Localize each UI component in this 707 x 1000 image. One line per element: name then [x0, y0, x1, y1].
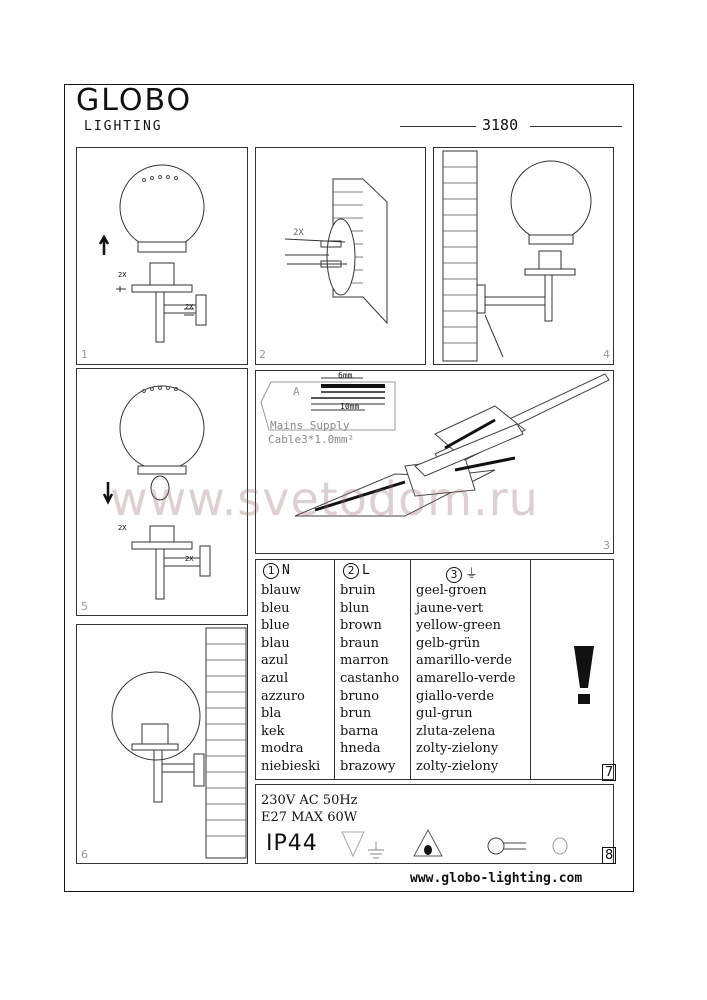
panel-number-8: 8 — [602, 847, 616, 864]
list-item: giallo-verde — [416, 688, 495, 704]
list-item: zolty-zielony — [416, 758, 499, 774]
qty-label-5b: 2X — [185, 555, 194, 563]
wire-column-live — [340, 582, 399, 776]
list-item: jaune-vert — [416, 600, 484, 616]
list-item: blauw — [261, 583, 301, 598]
voltage-spec: 230V AC 50Hz — [261, 793, 358, 808]
list-item: hneda — [340, 741, 381, 757]
list-item: gul-grun — [416, 706, 473, 722]
qty-label-1a: 2X — [118, 271, 127, 279]
wire-header-3: 3 ⏚ — [446, 563, 478, 583]
bulb-spec: E27 MAX 60W — [261, 810, 358, 825]
wiring-illustration — [255, 370, 614, 554]
wire-column-earth — [416, 582, 516, 776]
list-item: brun — [340, 706, 372, 722]
panel-number-7: 7 — [602, 764, 616, 781]
list-item: bruin — [340, 583, 376, 598]
list-item: modra — [261, 741, 304, 757]
header-rule-left — [400, 126, 476, 127]
cable-text-1: Mains Supply — [270, 419, 350, 432]
list-item: kek — [261, 723, 285, 739]
list-item: blue — [261, 618, 290, 634]
list-item: blau — [261, 635, 290, 651]
qty-label-5a: 2X — [118, 524, 127, 532]
watermark: www.svetodom.ru — [110, 472, 539, 526]
brand-subtitle: LIGHTING — [84, 119, 163, 134]
panel-number-2: 2 — [259, 348, 266, 361]
qty-label-2: 2X — [293, 228, 304, 238]
list-item: brown — [340, 618, 382, 634]
f-mark-icon — [342, 832, 364, 856]
list-item: azul — [261, 653, 289, 669]
ip-rating: IP44 — [266, 831, 318, 856]
dimension-6mm: 6mm — [338, 371, 353, 380]
panel-number-6: 6 — [81, 848, 88, 861]
list-item: marron — [340, 653, 389, 669]
list-item: bleu — [261, 600, 290, 616]
globe-lamp-illustration-1 — [76, 147, 248, 365]
list-item: blun — [340, 600, 370, 616]
column-divider-1 — [334, 560, 335, 780]
ground-icon — [368, 842, 384, 858]
wire-header-1: 1 N — [263, 563, 290, 579]
mounted-lamp-illustration — [433, 147, 614, 365]
certification-icons — [336, 826, 636, 862]
list-item: zluta-zelena — [416, 723, 496, 739]
qty-label-1b: 2X — [185, 303, 194, 311]
lamp-icon — [553, 838, 567, 854]
list-item: geel-groen — [416, 583, 487, 598]
model-number: 3180 — [482, 116, 519, 134]
cable-label-a: A — [293, 385, 300, 398]
panel-number-3: 3 — [603, 539, 610, 552]
list-item: braun — [340, 635, 380, 651]
column-divider-2 — [410, 560, 411, 780]
list-item: niebieski — [261, 758, 321, 774]
list-item: bruno — [340, 688, 380, 704]
list-item: castanho — [340, 670, 400, 686]
header-rule-right — [530, 126, 622, 127]
list-item: brazowy — [340, 758, 396, 774]
final-lamp-illustration — [76, 624, 248, 864]
list-item: bla — [261, 706, 282, 722]
list-item: azul — [261, 670, 289, 686]
list-item: amarello-verde — [416, 670, 516, 686]
dimension-10mm: 10mm — [340, 402, 360, 411]
list-item: azzuro — [261, 688, 305, 704]
wire-header-2: 2 L — [343, 563, 370, 579]
panel-number-4: 4 — [603, 348, 610, 361]
bulb-icon — [488, 838, 504, 854]
list-item: amarillo-verde — [416, 653, 513, 669]
column-divider-3 — [530, 560, 531, 780]
cable-text-2: Cable3*1.0mm² — [268, 433, 355, 446]
warning-exclamation-icon — [568, 640, 608, 710]
website-link[interactable]: www.globo-lighting.com — [410, 871, 583, 886]
panel-number-5: 5 — [81, 600, 88, 613]
panel-number-1: 1 — [81, 348, 88, 361]
list-item: yellow-green — [416, 618, 501, 634]
brand-logo: GLOBO — [76, 83, 193, 118]
wire-column-neutral — [261, 582, 320, 776]
list-item: barna — [340, 723, 379, 739]
list-item: gelb-grün — [416, 635, 481, 651]
list-item: zolty-zielony — [416, 741, 499, 757]
wall-mount-illustration — [255, 147, 426, 365]
